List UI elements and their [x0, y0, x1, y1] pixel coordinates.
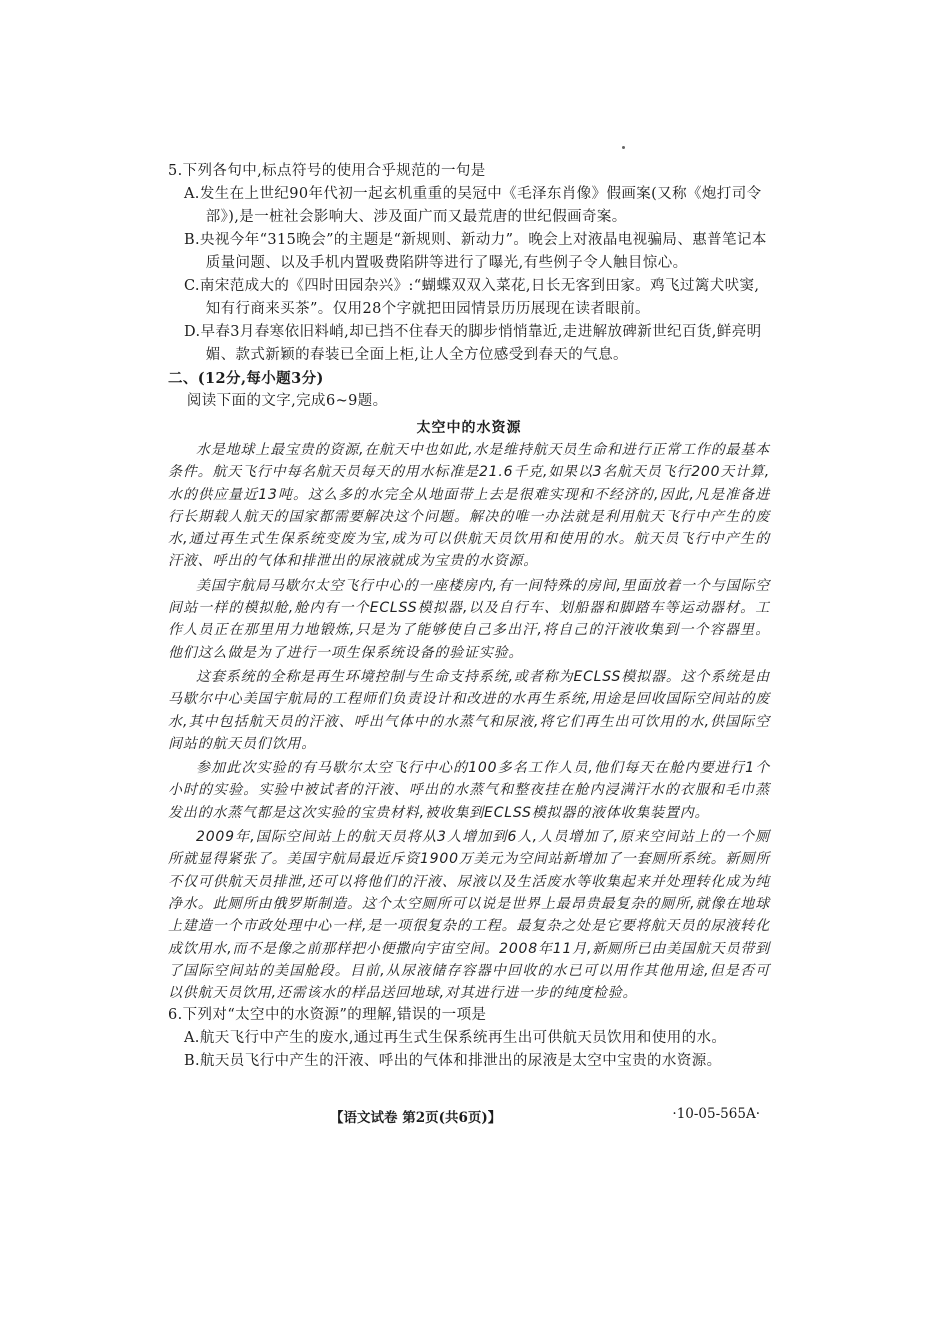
passage-title: 太空中的水资源 [416, 420, 522, 436]
footer-page-info: 【语文试卷 第2页(共6页)】 [330, 1110, 502, 1126]
passage-paragraph: 美国宇航局马歇尔太空飞行中心的一座楼房内,有一间特殊的房间,里面放着一个与国际空间站一样的模拟舱,舱内有一个ECLSS模拟器,以及自行车、划船器和脚踏车等运动器材。工作人员正在那里用力地锻炼,只是为了能够使自己多出汗,将自己的汗液收集到一个容器里。他们这么做是为了进行一项生保系统设备的验证实验。 [168, 577, 770, 661]
passage-paragraph: 这套系统的全称是再生环境控制与生命支持系统,或者称为ECLSS模拟器。这个系统是由马歇尔中心美国宇航局的工程师们负责设计和改进的水再生系统,用途是回收国际空间站的废水,其中包括航天员的汗液、呼出气体中的水蒸气和尿液,将它们再生出可饮用的水,供国际空间站的航天员们饮用。 [168, 668, 770, 752]
footer-code: ·10-05-565A· [672, 1106, 760, 1122]
section-header: 二、(12分,每小题3分) [168, 370, 324, 387]
passage-paragraph: 参加此次实验的有马歇尔太空飞行中心的100多名工作人员,他们每天在舱内要进行1个小时的实验。实验中被试者的汗液、呼出的水蒸气和整夜挂在舱内浸满汗水的衣服和毛巾蒸发出的水蒸气都是这次实验的宝贵材料,被收集到ECLSS模拟器的液体收集装置内。 [168, 760, 770, 821]
passage-paragraph: 2009年,国际空间站上的航天员将从3人增加到6人,人员增加了,原来空间站上的一个厕所就显得紧张了。美国宇航局最近斥资1900万美元为空间站新增加了一套厕所系统。新厕所不仅可供航天员排泄,还可以将他们的汗液、尿液以及生活废水等收集起来并处理转化成为纯净水。此厕所由俄罗斯制造。这个太空厕所可以说是世界上最昂贵最复杂的厕所,就像在地球上建造一个市政处理中心一样,是一项很复杂的工程。最复杂之处是它要将航天员的尿液转化成饮用水,而不是像之前那样把小便撒向宇宙空间。2008年11月,新厕所已由美国航天员带到了国际空间站的美国舱段。目前,从尿液储存容器中回收的水已可以用作其他用途,但是否可以供航天员饮用,还需该水的样品送回地球,对其进行进一步的纯度检验。 [168, 829, 770, 1002]
option-d: D.早春3月春寒依旧料峭,却已挡不住春天的脚步悄悄靠近,走进解放碑新世纪百货,鲜亮明媚、款式新颖的春装已全面上柜,让人全方位感受到春天的气息。 [183, 324, 762, 363]
question-stem: 5.下列各句中,标点符号的使用合乎规范的一句是 [168, 163, 486, 179]
option-b: B.航天员飞行中产生的汗液、呼出的气体和排泄出的尿液是太空中宝贵的水资源。 [183, 1053, 722, 1070]
reading-passage [168, 417, 770, 1004]
option-b: B.央视今年“315晚会”的主题是“新规则、新动力”。晚会上对液晶电视骗局、惠普笔记本质量问题、以及手机内置吸费陷阱等进行了曝光,有些例子令人触目惊心。 [183, 232, 767, 271]
question-5 [168, 160, 770, 367]
scan-speck [622, 146, 625, 149]
question-stem: 6.下列对“太空中的水资源”的理解,错误的一项是 [168, 1007, 487, 1024]
question-6 [168, 1004, 770, 1073]
passage-paragraph: 水是地球上最宝贵的资源,在航天中也如此,水是维持航天员生命和进行正常工作的最基本条件。航天飞行中每名航天员每天的用水标准是21.6千克,如果以3名航天员飞行200天计算,水的供应量近13吨。这么多的水完全从地面带上去是很难实现和不经济的,因此,凡是准备进行长期载人航天的国家都需要解决这个问题。解决的唯一办法就是利用航天飞行中产生的废水,通过再生式生保系统变废为宝,成为可以供航天员饮用和使用的水。航天员飞行中产生的汗液、呼出的气体和排泄出的尿液就成为宝贵的水资源。 [168, 442, 770, 570]
option-a: A.发生在上世纪90年代初一起玄机重重的吴冠中《毛泽东肖像》假画案(又称《炮打司令部》),是一桩社会影响大、涉及面广而又最荒唐的世纪假画奇案。 [183, 186, 762, 225]
option-c: C.南宋范成大的《四时田园杂兴》:“蝴蝶双双入菜花,日长无客到田家。鸡飞过篱犬吠窦,知有行商来买茶”。仅用28个字就把田园情景历历展现在读者眼前。 [183, 278, 760, 317]
option-a: A.航天飞行中产生的废水,通过再生式生保系统再生出可供航天员饮用和使用的水。 [183, 1030, 727, 1047]
section-instruction: 阅读下面的文字,完成6~9题。 [186, 393, 388, 409]
